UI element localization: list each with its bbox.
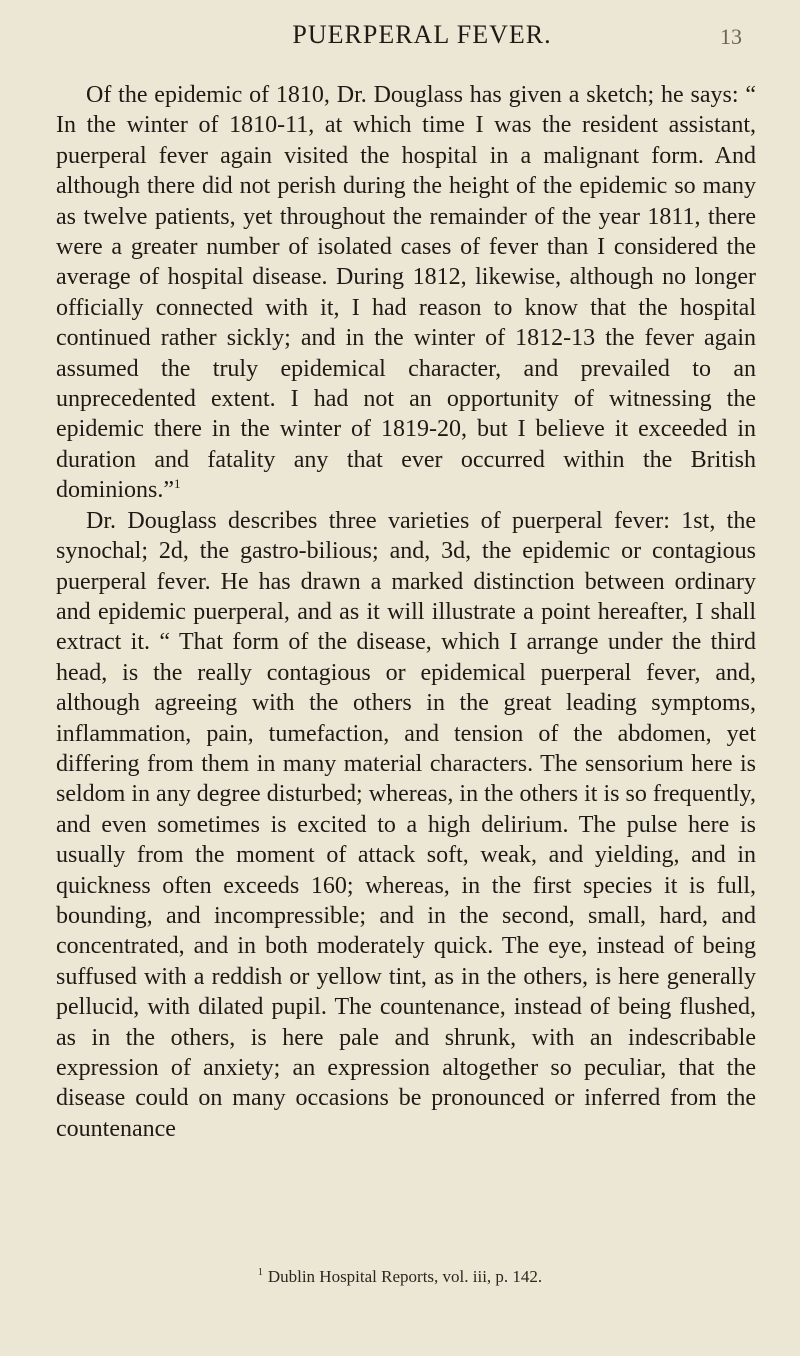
footnote <box>0 1267 800 1287</box>
running-head <box>0 14 800 54</box>
paragraph <box>56 80 756 506</box>
paragraph <box>56 506 756 1145</box>
body-text <box>56 80 756 1144</box>
page-number: 13 <box>720 24 742 49</box>
footnote-text: Dublin Hospital Reports, vol. iii, p. 142. <box>267 1267 543 1286</box>
footnote-reference: 1 <box>174 476 181 492</box>
paragraph-text: Of the epidemic of 1810, Dr. Douglass has given a sketch; he says: “ In the winter of 1810-11, at which time I was the resident assistant, puerperal fever again visited the hospital in a malignant form. And although there did not perish during the height of the epidemic so many as twelve patients, yet throughout the remainder of the year 1811, there were a greater number of isolated cases of fever than I considered the average of hospital disease. During 1812, likewise, although no longer officially connected with it, I had reason to know that the hospital continued rather sickly; and in the winter of 1812-13 the fever again assumed the truly epidemical character, and prevailed to an unprecedented extent. I had not an opportunity of witnessing the epidemic there in the winter of 1819-20, but I believe it exceeded in duration and fatality any that ever occurred within the British dominions.” <box>56 82 756 504</box>
running-title: PUERPERAL FEVER. <box>292 20 552 49</box>
paragraph-text: Dr. Douglass describes three varieties of puerperal fever: 1st, the synochal; 2d, the gastro-bilious; and, 3d, the epidemic or contagious puerperal fever. He has drawn a marked distinction between ordinary and epidemic puerperal, and as it will illustrate a point hereafter, I shall extract it. “ That form of the disease, which I arrange under the third head, is the really contagious or epidemical puerperal fever, and, although agreeing with the others in the great leading symptoms, inflammation, pain, tumefaction, and tension of the abdomen, yet differing from them in many material characters. The sensorium here is seldom in any degree disturbed; whereas, in the others it is so frequently, and even sometimes is excited to a high delirium. The pulse here is usually from the moment of attack soft, weak, and yielding, and in quickness often exceeds 160; whereas, in the first species it is full, bounding, and incompressible; and in the second, small, hard, and concentrated, and in both moderately quick. The eye, instead of being suffused with a reddish or yellow tint, as in the others, is here generally pellucid, with dilated pupil. The countenance, instead of being flushed, as in the others, is here pale and shrunk, with an indescribable expression of anxiety; an expression altogether so peculiar, that the disease could on many occasions be pronounced or inferred from the countenance <box>56 507 756 1142</box>
footnote-marker: 1 <box>257 1267 263 1279</box>
